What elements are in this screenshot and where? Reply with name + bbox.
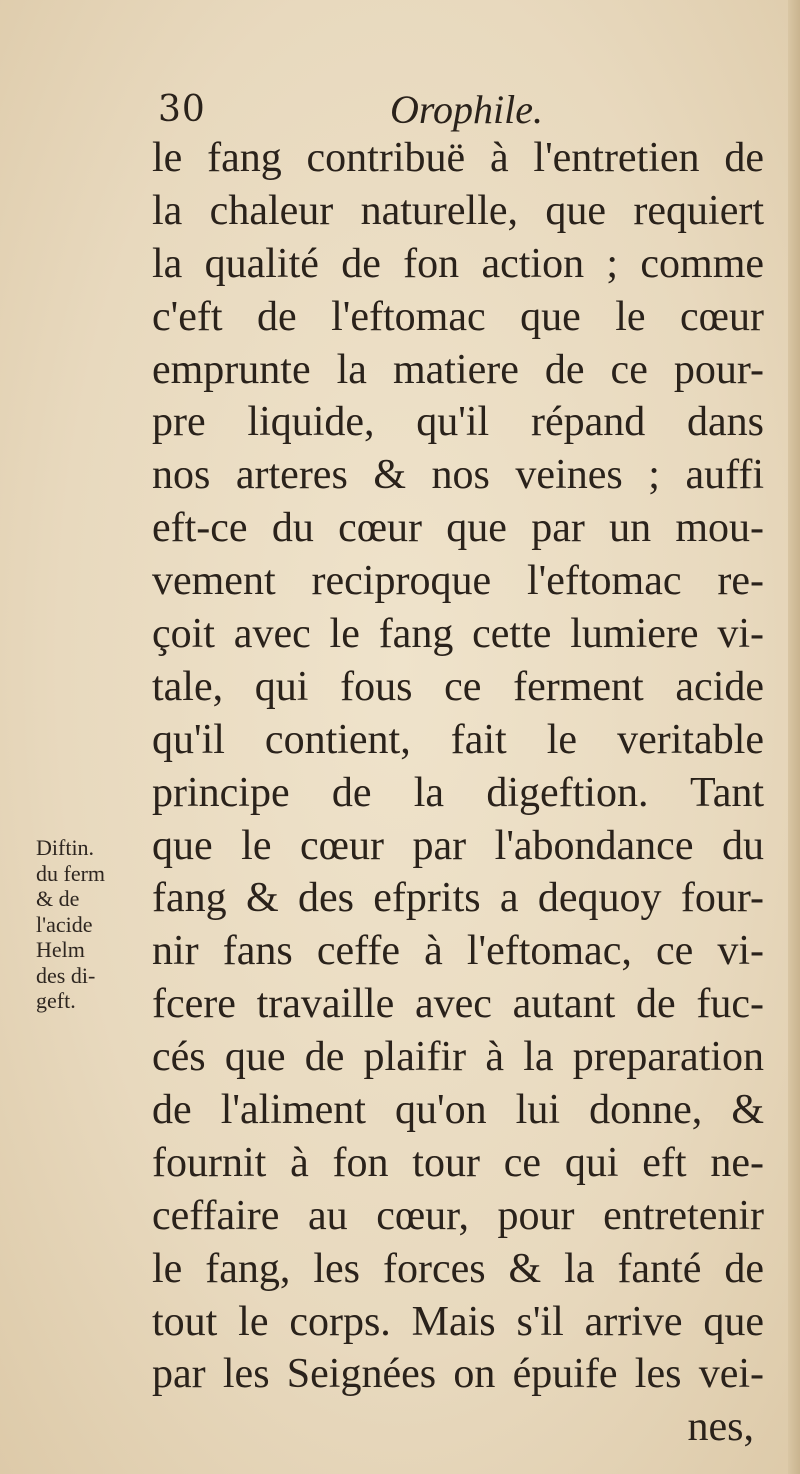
text-line: la qualité de fon action ; comme — [152, 240, 764, 287]
text-line: nir fans ceffe à l'eftomac, ce vi- — [152, 928, 764, 975]
text-line: par les Seignées on épuife les vei- — [152, 1351, 764, 1398]
margin-note-line: l'acide — [36, 911, 93, 937]
text-line: tout le corps. Mais s'il arrive que — [152, 1298, 764, 1345]
margin-note-line: & de — [36, 886, 80, 911]
text-line: çoit avec le fang cette lumiere vi- — [152, 611, 764, 658]
text-line: le fang, les forces & la fanté de — [152, 1245, 764, 1292]
text-line: nos arteres & nos veines ; auffi — [152, 452, 764, 499]
text-line: fcere travaille avec autant de fuc- — [152, 981, 764, 1028]
catchword: nes, — [687, 1404, 754, 1451]
margin-note-line: Diftin. — [36, 835, 95, 860]
text-line: fang & des efprits a dequoy four- — [152, 875, 764, 922]
margin-note-line: Helm — [36, 937, 85, 962]
text-line: fournit à fon tour ce qui eft ne- — [152, 1139, 764, 1186]
text-line: vement reciproque l'eftomac re- — [152, 558, 764, 605]
text-line: tale, qui fous ce ferment acide — [152, 663, 764, 710]
margin-note-line: des di- — [36, 962, 96, 988]
text-line: que le cœur par l'abondance du — [152, 822, 764, 869]
page-edge — [788, 0, 800, 1474]
text-line: de l'aliment qu'on lui donne, & — [152, 1087, 764, 1134]
margin-note — [36, 835, 148, 1014]
text-line: principe de la digeftion. Tant — [152, 769, 764, 816]
margin-note-line: geft. — [36, 988, 76, 1013]
text-line: la chaleur naturelle, que requiert — [152, 187, 764, 234]
body-text — [152, 132, 764, 1454]
text-line: qu'il contient, fait le veritable — [152, 716, 764, 763]
text-line: pre liquide, qu'il répand dans — [152, 399, 764, 446]
page-header — [158, 88, 758, 132]
running-title: Orophile. — [390, 87, 543, 132]
page-number: 30 — [158, 89, 206, 130]
text-line: le fang contribuë à l'entretien de — [152, 135, 764, 181]
text-line: emprunte la matiere de ce pour- — [152, 346, 764, 393]
text-line: cés que de plaifir à la preparation — [152, 1034, 764, 1081]
text-line: eft-ce du cœur que par un mou- — [152, 505, 764, 552]
text-line: ceffaire au cœur, pour entretenir — [152, 1192, 764, 1239]
margin-note-line: du ferm — [36, 860, 106, 886]
text-line: c'eft de l'eftomac que le cœur — [152, 293, 764, 340]
